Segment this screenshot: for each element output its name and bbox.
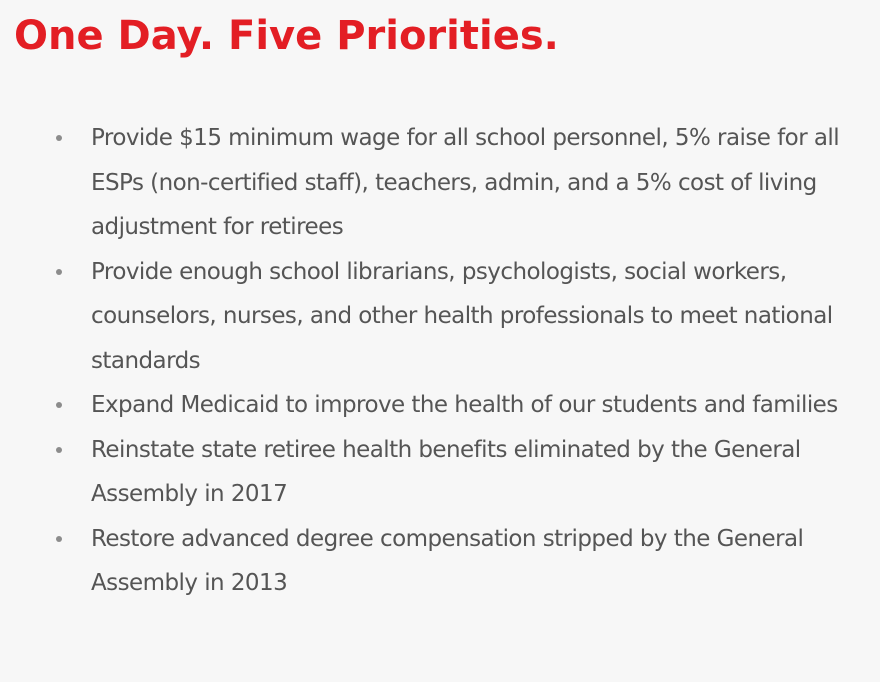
- bullet-icon: [56, 447, 62, 453]
- bullet-icon: [56, 536, 62, 542]
- page-title: One Day. Five Priorities.: [14, 13, 559, 59]
- bullet-icon: [56, 269, 62, 275]
- bullet-icon: [56, 135, 62, 141]
- list-item-text: Expand Medicaid to improve the health of our students and families: [91, 392, 838, 418]
- list-item: [56, 428, 856, 517]
- list-item-text: Restore advanced degree compensation stripped by the General Assembly in 2013: [91, 525, 804, 596]
- list-item-text: Reinstate state retiree health benefits eliminated by the General Assembly in 2017: [91, 436, 801, 507]
- list-item: [56, 383, 856, 428]
- bullet-icon: [56, 402, 62, 408]
- list-item: [56, 517, 856, 606]
- priority-list: [56, 116, 856, 606]
- list-item-text: Provide enough school librarians, psychologists, social workers, counselors, nurses, and other health professionals to meet national standards: [91, 258, 833, 374]
- list-item-text: Provide $15 minimum wage for all school personnel, 5% raise for all ESPs (non-certified staff), teachers, admin, and a 5% cost of living adjustment for retirees: [91, 125, 840, 240]
- list-item: [56, 116, 856, 250]
- list-item: [56, 250, 856, 384]
